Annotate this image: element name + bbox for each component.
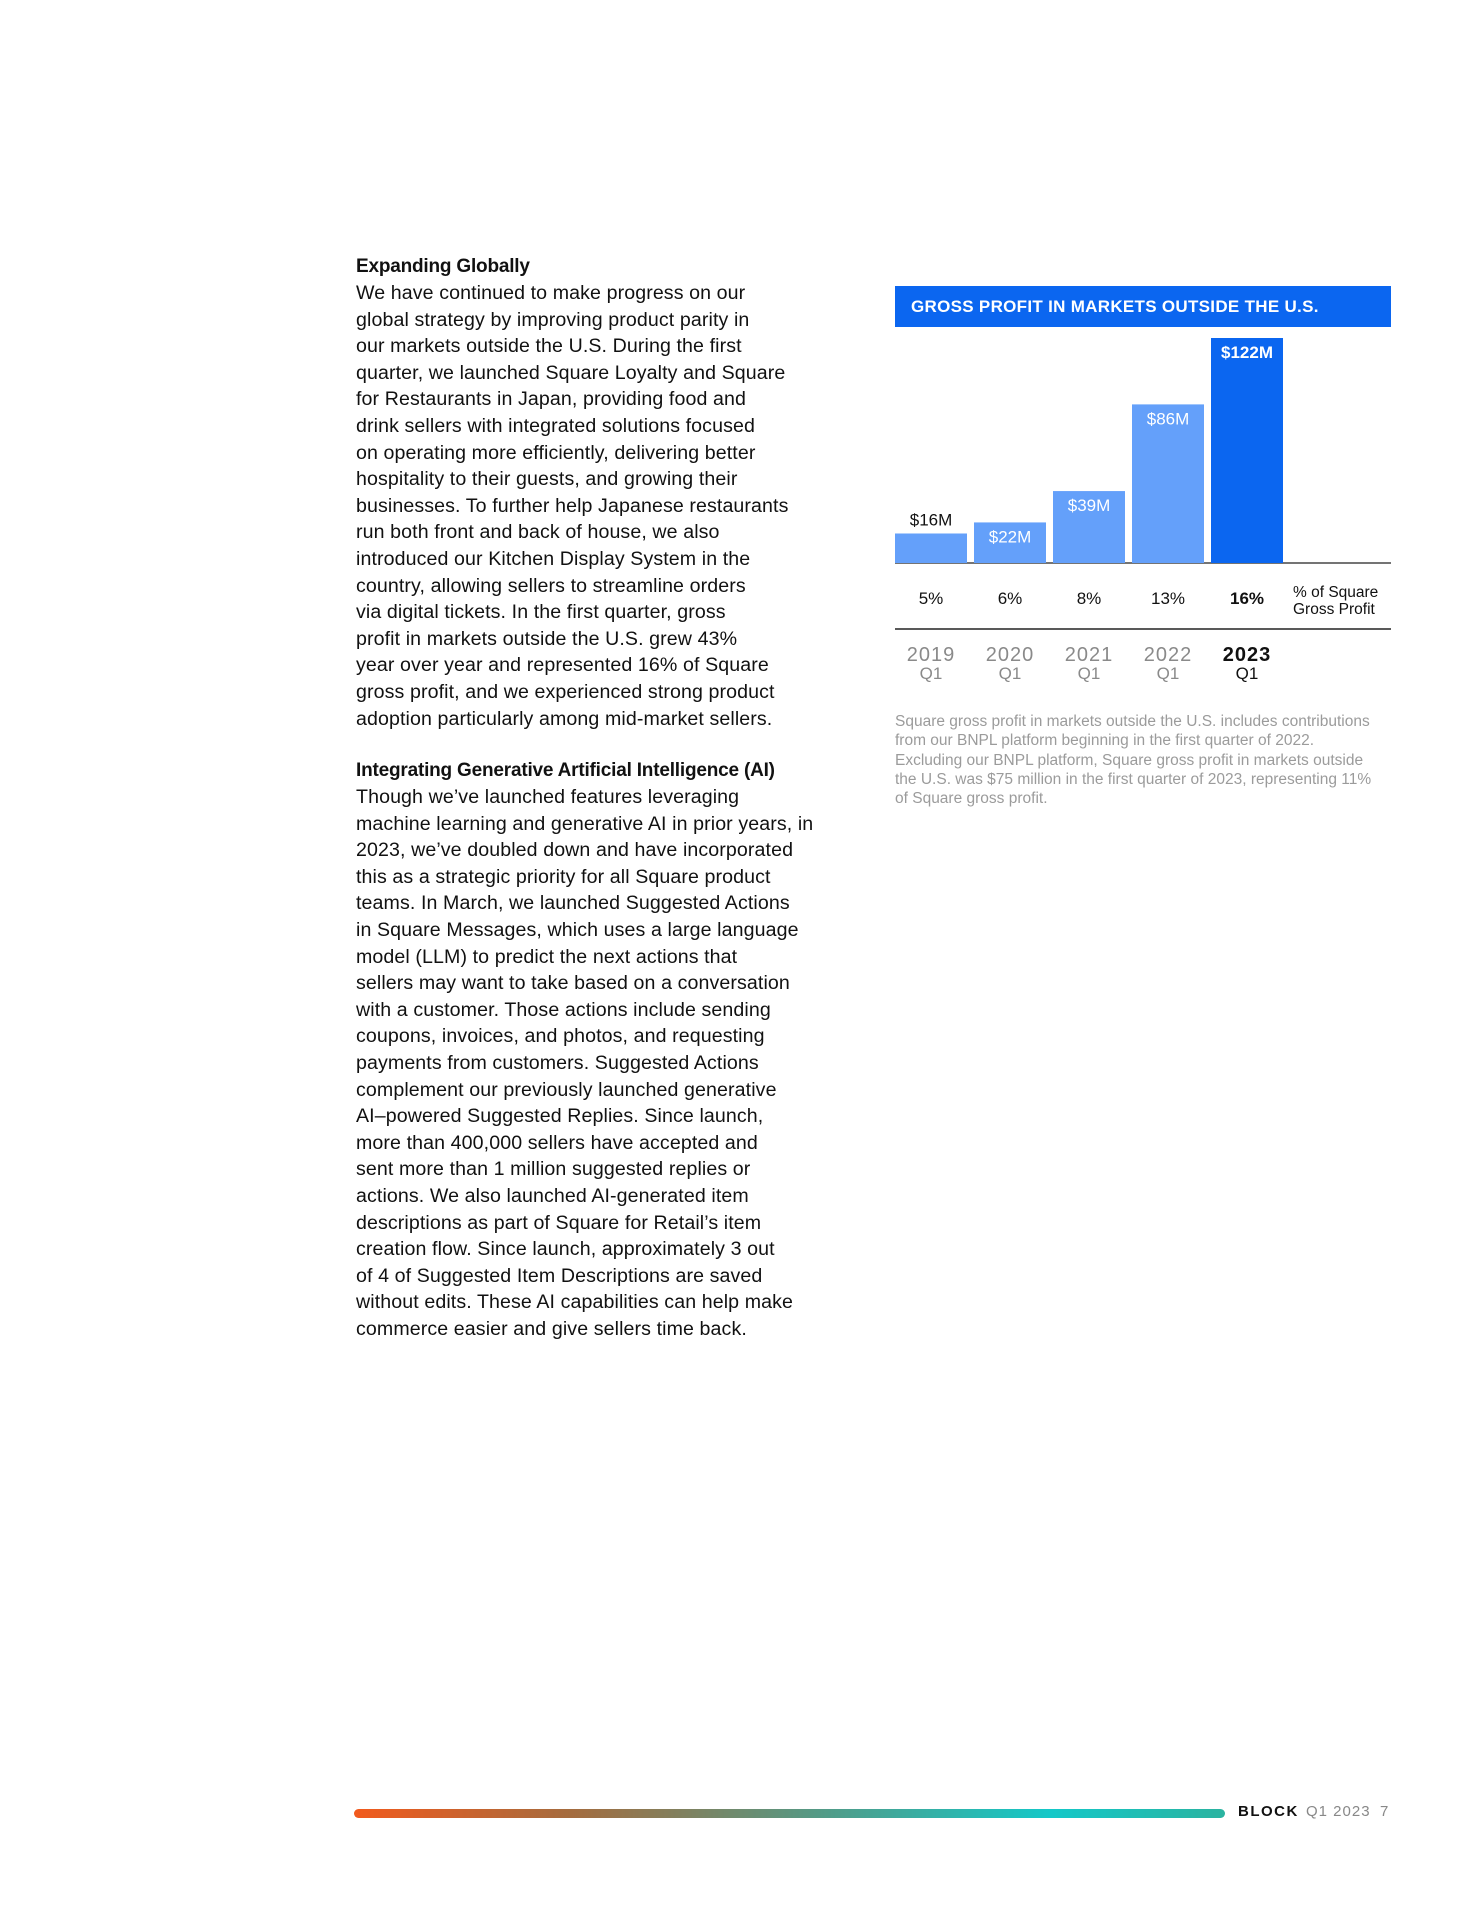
footer-gradient-bar (354, 1809, 1225, 1818)
x-tick-year: 2021 (1064, 644, 1114, 666)
pct-label: 6% (997, 589, 1023, 608)
x-tick-quarter: Q1 (1235, 664, 1259, 683)
body-line: adoption particularly among mid-market sellers. (356, 707, 773, 730)
body-line: Though we’ve launched features leveraging (356, 786, 740, 809)
footer-brand-logo: BLOCK (1238, 1803, 1299, 1820)
body-line: payments from customers. Suggested Actions (356, 1052, 759, 1075)
x-tick-quarter: Q1 (1156, 664, 1180, 683)
pct-label: 16% (1229, 589, 1265, 608)
page-number: 7 (1380, 1803, 1389, 1820)
body-line: coupons, invoices, and photos, and requesting (356, 1025, 765, 1048)
chart-title: GROSS PROFIT IN MARKETS OUTSIDE THE U.S. (895, 286, 1391, 327)
main-text-column (356, 254, 856, 1343)
x-tick-quarter: Q1 (919, 664, 943, 683)
body-line: descriptions as part of Square for Retail’s item (356, 1211, 762, 1234)
body-line: year over year and represented 16% of Square (356, 654, 769, 677)
body-line: profit in markets outside the U.S. grew 43% (356, 627, 738, 650)
body-line: 2023, we’ve doubled down and have incorporated (356, 839, 794, 862)
body-line: model (LLM) to predict the next actions that (356, 945, 738, 968)
body-line: hospitality to their guests, and growing their (356, 468, 738, 491)
body-line: of 4 of Suggested Item Descriptions are saved (356, 1264, 763, 1287)
bar-value-label: $22M (988, 527, 1032, 547)
bar-2019 (895, 533, 967, 563)
body-line: on operating more efficiently, delivering better (356, 441, 756, 464)
bar-value-label: $39M (1067, 496, 1111, 516)
bar-2023 (1211, 338, 1283, 563)
body-line: via digital tickets. In the first quarter, gross (356, 601, 726, 624)
x-tick-year: 2020 (985, 644, 1035, 666)
body-line: in Square Messages, which uses a large language (356, 919, 799, 942)
body-line: this as a strategic priority for all Square product (356, 865, 771, 888)
body-line: introduced our Kitchen Display System in the (356, 547, 751, 570)
body-line: teams. In March, we launched Suggested Actions (356, 892, 790, 915)
x-tick-quarter: Q1 (998, 664, 1022, 683)
body-line: We have continued to make progress on our (356, 282, 746, 304)
bar-value-label: $16M (909, 510, 953, 530)
body-line: machine learning and generative AI in prior years, in (356, 812, 814, 835)
body-line: complement our previously launched generative (356, 1078, 777, 1101)
footer-period: Q1 2023 (1306, 1803, 1371, 1820)
section-body-expanding-globally (356, 280, 856, 732)
section-body-generative-ai (356, 784, 856, 1342)
x-tick-year: 2022 (1143, 644, 1193, 666)
pct-label: 13% (1150, 589, 1186, 608)
body-line: quarter, we launched Square Loyalty and Square (356, 361, 786, 384)
x-tick-year: 2023 (1222, 644, 1272, 666)
body-line: more than 400,000 sellers have accepted and (356, 1131, 758, 1154)
body-line: for Restaurants in Japan, providing food and (356, 388, 746, 411)
pct-row-label: Gross Profit (1293, 601, 1375, 618)
section-heading-expanding-globally: Expanding Globally (356, 256, 530, 277)
body-line: run both front and back of house, we also (356, 521, 720, 544)
body-line: gross profit, and we experienced strong product (356, 680, 775, 703)
pct-label: 8% (1076, 589, 1102, 608)
body-line: country, allowing sellers to streamline orders (356, 574, 746, 597)
body-line: AI–powered Suggested Replies. Since launch, (356, 1105, 764, 1128)
chart-footnote: Square gross profit in markets outside the U.S. includes contributions from our BNPL platform beginning in the first quarter of 2022. Excluding our BNPL platform, Square gross profit in markets outside the U.S. was $75 million in the first quarter of 2023, representing 11% of Square gross profit. (895, 713, 1372, 808)
section-heading-generative-ai: Integrating Generative Artificial Intelligence (AI) (356, 760, 775, 782)
body-line: without edits. These AI capabilities can help make (356, 1291, 794, 1314)
pct-label: 5% (918, 589, 944, 608)
bar-value-label: $122M (1221, 343, 1273, 362)
body-line: actions. We also launched AI-generated item (356, 1185, 749, 1207)
bar-value-label: $86M (1146, 409, 1190, 429)
x-tick-year: 2019 (906, 644, 956, 666)
body-line: businesses. To further help Japanese restaurants (356, 494, 789, 517)
x-tick-quarter: Q1 (1077, 664, 1101, 683)
body-line: sent more than 1 million suggested replies or (356, 1158, 751, 1181)
body-line: commerce easier and give sellers time back. (356, 1317, 747, 1340)
body-line: global strategy by improving product parity in (356, 308, 750, 331)
body-line: drink sellers with integrated solutions focused (356, 414, 755, 437)
body-line: our markets outside the U.S. During the first (356, 335, 742, 358)
section-spacer (356, 732, 856, 758)
pct-row-label: % of Square (1293, 584, 1379, 601)
body-line: sellers may want to take based on a conversation (356, 972, 790, 995)
chart-plot (895, 286, 1391, 706)
body-line: with a customer. Those actions include sending (356, 998, 771, 1021)
body-line: creation flow. Since launch, approximately 3 out (356, 1238, 775, 1261)
